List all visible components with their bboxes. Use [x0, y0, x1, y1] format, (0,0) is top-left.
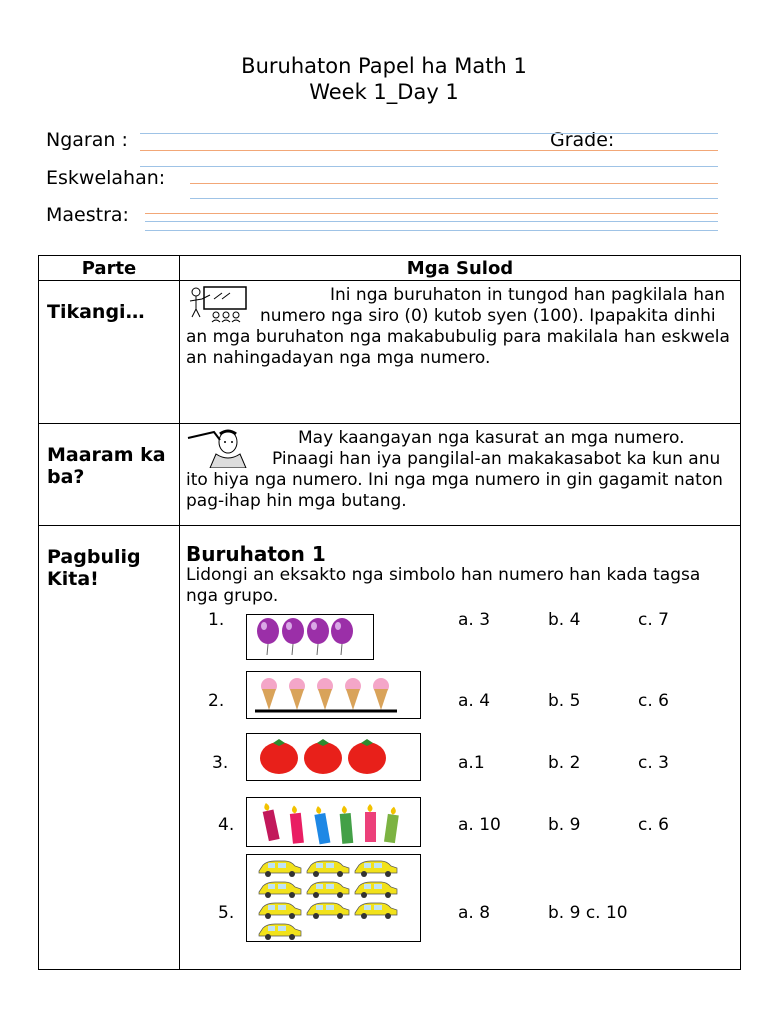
car-icon [259, 903, 301, 919]
option-bc[interactable]: b. 9 c. 10 [548, 903, 628, 923]
item-number: 3. [212, 753, 229, 773]
worksheet-subtitle: Week 1_Day 1 [309, 80, 459, 104]
option-a[interactable]: a. 3 [458, 610, 491, 630]
teacher-board-icon [186, 285, 248, 323]
worksheet-title: Buruhaton Papel ha Math 1 [241, 54, 527, 78]
tikangi-content [180, 281, 741, 424]
maaram-text: May kaangayan nga kasurat an mga numero. Pinaagi han iya pangilal-an makakasabot ka kun anu ito hiya nga numero. Ini nga mga numero in gin gagamit naton pag-ihap hin mga butang. [186, 428, 723, 511]
car-icon [355, 903, 397, 919]
tomatoes-picture [246, 733, 421, 781]
option-b[interactable]: b. 5 [548, 691, 581, 711]
pagbulig-heading: Pagbulig Kita! [39, 526, 180, 970]
option-a[interactable]: a. 10 [458, 815, 501, 835]
item-number: 5. [218, 903, 235, 923]
grade-label: Grade: [550, 129, 615, 151]
exercise-instruction: Lidongi an eksakto nga simbolo han numero han kada tagsa nga grupo. [186, 565, 701, 606]
ice-cream-picture [246, 671, 421, 719]
balloons-picture [246, 614, 374, 660]
tikangi-text: Ini nga buruhaton in tungod han pagkilala han numero nga siro (0) kutob syen (100). Ipapakita dinhi an mga buruhaton nga makabubulig para makilala han eskwela an nahingadayan nga mga numero. [186, 285, 730, 368]
maaram-heading: Maaram ka ba? [39, 424, 180, 526]
teacher-label: Maestra: [46, 204, 129, 226]
option-a[interactable]: a. 4 [458, 691, 491, 711]
option-b[interactable]: b. 2 [548, 753, 581, 773]
option-b[interactable]: b. 4 [548, 610, 581, 630]
cars-picture [246, 854, 421, 942]
maaram-content [180, 424, 741, 526]
item-number: 1. [208, 610, 225, 630]
car-icon [355, 882, 397, 898]
car-icon [259, 882, 301, 898]
mga-sulod-header: Mga Sulod [180, 256, 741, 281]
car-icon [307, 903, 349, 919]
school-label: Eskwelahan: [46, 167, 166, 189]
item-number: 4. [218, 815, 235, 835]
option-b[interactable]: b. 9 [548, 815, 581, 835]
car-icon [307, 882, 349, 898]
exercise-title: Buruhaton 1 [186, 542, 326, 566]
option-a[interactable]: a. 8 [458, 903, 491, 923]
item-number: 2. [208, 691, 225, 711]
option-c[interactable]: c. 6 [638, 691, 669, 711]
option-a[interactable]: a.1 [458, 753, 485, 773]
car-icon [259, 861, 301, 877]
car-icon [307, 861, 349, 877]
candles-picture [246, 797, 421, 847]
car-icon [355, 861, 397, 877]
name-label: Ngaran : [46, 129, 128, 151]
option-c[interactable]: c. 6 [638, 815, 669, 835]
car-icon [259, 924, 301, 940]
tikangi-heading: Tikangi… [39, 281, 180, 424]
option-c[interactable]: c. 7 [638, 610, 669, 630]
option-c[interactable]: c. 3 [638, 753, 669, 773]
parte-header: Parte [39, 256, 180, 281]
thinking-man-icon [186, 428, 260, 468]
